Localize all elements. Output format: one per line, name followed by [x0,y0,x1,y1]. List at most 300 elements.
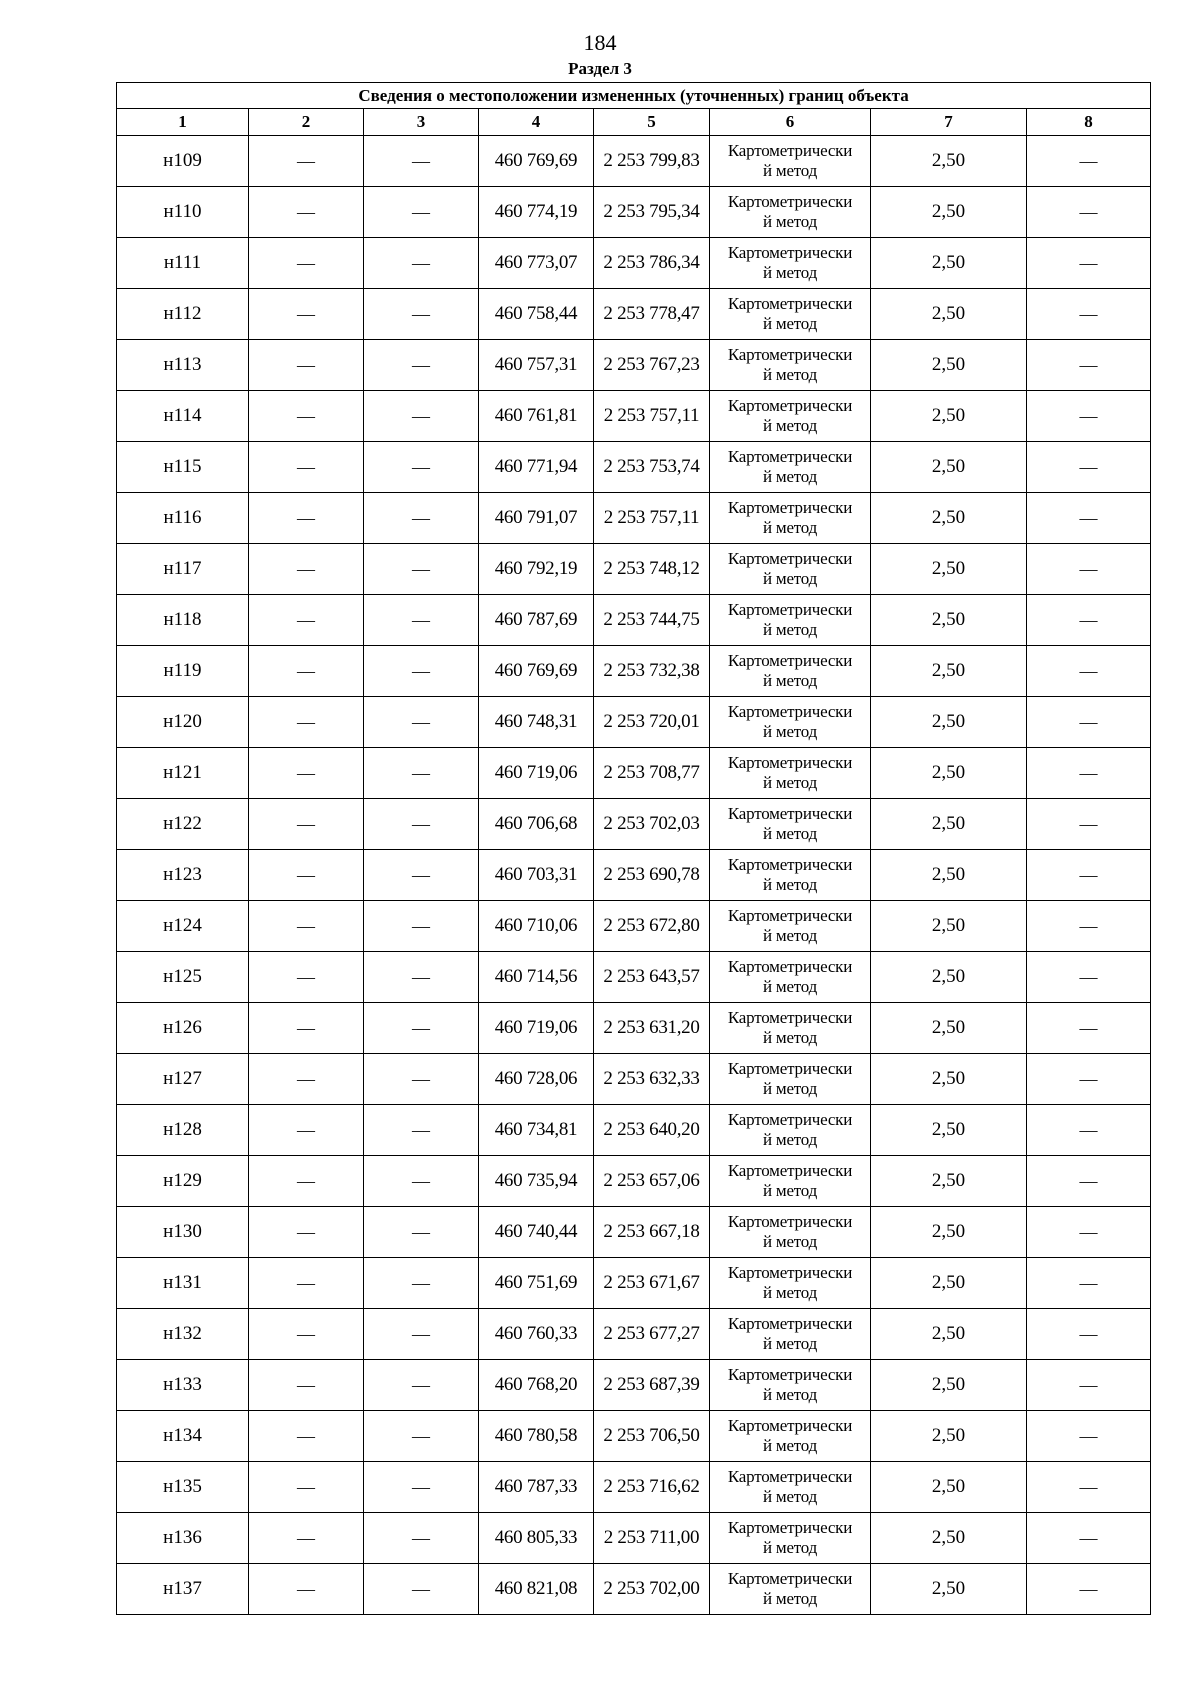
accuracy-cell: 2,50 [871,1003,1027,1054]
method-line-1: Картометрически [727,651,853,670]
column-3-cell: — [364,1105,479,1156]
column-2-cell: — [249,391,364,442]
method-line-2: й метод [762,1538,818,1557]
table-row [117,646,1151,697]
column-3-cell: — [364,697,479,748]
column-2-cell: — [249,544,364,595]
point-number-cell: н109 [117,136,249,187]
table-row [117,1207,1151,1258]
method-line-1: Картометрически [727,1059,853,1078]
x-coordinate-cell: 460 719,06 [479,748,594,799]
method-line-1: Картометрически [727,1212,853,1231]
column-3-cell: — [364,748,479,799]
accuracy-cell: 2,50 [871,697,1027,748]
column-2-cell: — [249,595,364,646]
column-2-cell: — [249,493,364,544]
method-line-1: Картометрически [727,1314,853,1333]
accuracy-cell: 2,50 [871,1309,1027,1360]
method-line-1: Картометрически [727,600,853,619]
column-8-cell: — [1027,1360,1151,1411]
column-8-cell: — [1027,1105,1151,1156]
method-cell [710,799,871,850]
column-8-cell: — [1027,493,1151,544]
y-coordinate-cell: 2 253 702,03 [594,799,710,850]
method-line-1: Картометрически [727,345,853,364]
column-number: 5 [594,109,710,136]
column-2-cell: — [249,1360,364,1411]
column-8-cell: — [1027,442,1151,493]
method-line-1: Картометрически [727,141,853,160]
column-8-cell: — [1027,952,1151,1003]
method-line-2: й метод [762,875,818,894]
method-cell [710,340,871,391]
column-number: 2 [249,109,364,136]
column-3-cell: — [364,289,479,340]
method-line-2: й метод [762,671,818,690]
method-line-2: й метод [762,161,818,180]
y-coordinate-cell: 2 253 643,57 [594,952,710,1003]
method-cell [710,1207,871,1258]
column-3-cell: — [364,1258,479,1309]
method-cell [710,646,871,697]
x-coordinate-cell: 460 751,69 [479,1258,594,1309]
method-line-2: й метод [762,416,818,435]
accuracy-cell: 2,50 [871,1207,1027,1258]
accuracy-cell: 2,50 [871,1156,1027,1207]
column-3-cell: — [364,1156,479,1207]
column-2-cell: — [249,1258,364,1309]
method-cell [710,493,871,544]
column-3-cell: — [364,595,479,646]
accuracy-cell: 2,50 [871,1105,1027,1156]
method-line-1: Картометрически [727,1416,853,1435]
accuracy-cell: 2,50 [871,1513,1027,1564]
column-2-cell: — [249,1309,364,1360]
table-row [117,391,1151,442]
y-coordinate-cell: 2 253 711,00 [594,1513,710,1564]
point-number-cell: н127 [117,1054,249,1105]
column-3-cell: — [364,901,479,952]
point-number-cell: н126 [117,1003,249,1054]
y-coordinate-cell: 2 253 677,27 [594,1309,710,1360]
point-number-cell: н131 [117,1258,249,1309]
method-line-1: Картометрически [727,1161,853,1180]
method-line-1: Картометрически [727,243,853,262]
column-3-cell: — [364,340,479,391]
accuracy-cell: 2,50 [871,442,1027,493]
point-number-cell: н121 [117,748,249,799]
method-line-2: й метод [762,518,818,537]
x-coordinate-cell: 460 761,81 [479,391,594,442]
method-line-1: Картометрически [727,549,853,568]
method-cell [710,901,871,952]
y-coordinate-cell: 2 253 672,80 [594,901,710,952]
column-number: 6 [710,109,871,136]
method-line-2: й метод [762,1487,818,1506]
column-2-cell: — [249,340,364,391]
accuracy-cell: 2,50 [871,493,1027,544]
y-coordinate-cell: 2 253 778,47 [594,289,710,340]
column-8-cell: — [1027,1207,1151,1258]
point-number-cell: н116 [117,493,249,544]
column-2-cell: — [249,1207,364,1258]
method-line-2: й метод [762,722,818,741]
point-number-cell: н123 [117,850,249,901]
column-3-cell: — [364,1054,479,1105]
method-line-2: й метод [762,1232,818,1251]
method-cell [710,1462,871,1513]
point-number-cell: н136 [117,1513,249,1564]
column-numbers-row [117,109,1151,136]
x-coordinate-cell: 460 773,07 [479,238,594,289]
x-coordinate-cell: 460 805,33 [479,1513,594,1564]
y-coordinate-cell: 2 253 799,83 [594,136,710,187]
y-coordinate-cell: 2 253 702,00 [594,1564,710,1615]
method-cell [710,850,871,901]
column-2-cell: — [249,136,364,187]
point-number-cell: н133 [117,1360,249,1411]
point-number-cell: н130 [117,1207,249,1258]
accuracy-cell: 2,50 [871,1360,1027,1411]
column-3-cell: — [364,1411,479,1462]
method-line-2: й метод [762,1589,818,1608]
x-coordinate-cell: 460 780,58 [479,1411,594,1462]
method-line-1: Картометрически [727,1518,853,1537]
point-number-cell: н135 [117,1462,249,1513]
column-2-cell: — [249,901,364,952]
y-coordinate-cell: 2 253 667,18 [594,1207,710,1258]
column-8-cell: — [1027,697,1151,748]
method-cell [710,1360,871,1411]
column-3-cell: — [364,799,479,850]
method-cell [710,1105,871,1156]
x-coordinate-cell: 460 787,33 [479,1462,594,1513]
point-number-cell: н111 [117,238,249,289]
point-number-cell: н122 [117,799,249,850]
method-line-1: Картометрически [727,447,853,466]
column-2-cell: — [249,1564,364,1615]
point-number-cell: н110 [117,187,249,238]
y-coordinate-cell: 2 253 631,20 [594,1003,710,1054]
method-line-1: Картометрически [727,1467,853,1486]
column-3-cell: — [364,391,479,442]
x-coordinate-cell: 460 821,08 [479,1564,594,1615]
method-line-2: й метод [762,212,818,231]
column-2-cell: — [249,187,364,238]
y-coordinate-cell: 2 253 687,39 [594,1360,710,1411]
x-coordinate-cell: 460 771,94 [479,442,594,493]
column-3-cell: — [364,1360,479,1411]
table-row [117,1156,1151,1207]
method-line-1: Картометрически [727,498,853,517]
column-2-cell: — [249,1156,364,1207]
table-row [117,1003,1151,1054]
x-coordinate-cell: 460 703,31 [479,850,594,901]
column-number: 3 [364,109,479,136]
column-3-cell: — [364,1564,479,1615]
x-coordinate-cell: 460 710,06 [479,901,594,952]
table-title: Сведения о местоположении измененных (уточненных) границ объекта [117,83,1151,109]
column-3-cell: — [364,493,479,544]
y-coordinate-cell: 2 253 657,06 [594,1156,710,1207]
column-2-cell: — [249,850,364,901]
column-3-cell: — [364,442,479,493]
column-3-cell: — [364,850,479,901]
method-line-2: й метод [762,1283,818,1302]
column-2-cell: — [249,442,364,493]
column-8-cell: — [1027,187,1151,238]
method-cell [710,391,871,442]
method-cell [710,1054,871,1105]
column-2-cell: — [249,799,364,850]
x-coordinate-cell: 460 706,68 [479,799,594,850]
method-cell [710,1258,871,1309]
method-cell [710,952,871,1003]
column-8-cell: — [1027,1054,1151,1105]
column-8-cell: — [1027,850,1151,901]
column-3-cell: — [364,238,479,289]
page-number: 184 [583,30,617,55]
point-number-cell: н112 [117,289,249,340]
x-coordinate-cell: 460 769,69 [479,646,594,697]
y-coordinate-cell: 2 253 795,34 [594,187,710,238]
table-row [117,952,1151,1003]
point-number-cell: н137 [117,1564,249,1615]
method-line-1: Картометрически [727,957,853,976]
x-coordinate-cell: 460 740,44 [479,1207,594,1258]
column-number: 4 [479,109,594,136]
table-row [117,1309,1151,1360]
x-coordinate-cell: 460 787,69 [479,595,594,646]
x-coordinate-cell: 460 760,33 [479,1309,594,1360]
table-row [117,697,1151,748]
method-line-2: й метод [762,365,818,384]
accuracy-cell: 2,50 [871,799,1027,850]
column-8-cell: — [1027,748,1151,799]
column-2-cell: — [249,952,364,1003]
method-line-2: й метод [762,1130,818,1149]
point-number-cell: н125 [117,952,249,1003]
column-8-cell: — [1027,544,1151,595]
table-row [117,1054,1151,1105]
column-3-cell: — [364,544,479,595]
method-line-1: Картометрически [727,702,853,721]
method-line-2: й метод [762,620,818,639]
point-number-cell: н120 [117,697,249,748]
method-line-2: й метод [762,1028,818,1047]
y-coordinate-cell: 2 253 671,67 [594,1258,710,1309]
column-8-cell: — [1027,1411,1151,1462]
table-row [117,1411,1151,1462]
column-8-cell: — [1027,340,1151,391]
y-coordinate-cell: 2 253 767,23 [594,340,710,391]
table-row [117,850,1151,901]
y-coordinate-cell: 2 253 748,12 [594,544,710,595]
method-line-2: й метод [762,263,818,282]
method-line-2: й метод [762,926,818,945]
table-row [117,799,1151,850]
accuracy-cell: 2,50 [871,646,1027,697]
point-number-cell: н134 [117,1411,249,1462]
method-cell [710,748,871,799]
column-8-cell: — [1027,289,1151,340]
table-row [117,340,1151,391]
point-number-cell: н124 [117,901,249,952]
column-8-cell: — [1027,136,1151,187]
method-line-2: й метод [762,773,818,792]
method-line-1: Картометрически [727,855,853,874]
method-cell [710,1411,871,1462]
method-cell [710,136,871,187]
method-cell [710,1513,871,1564]
table-row [117,1360,1151,1411]
accuracy-cell: 2,50 [871,1564,1027,1615]
method-line-2: й метод [762,314,818,333]
method-cell [710,442,871,493]
column-3-cell: — [364,646,479,697]
table-row [117,493,1151,544]
y-coordinate-cell: 2 253 757,11 [594,391,710,442]
point-number-cell: н129 [117,1156,249,1207]
accuracy-cell: 2,50 [871,901,1027,952]
y-coordinate-cell: 2 253 632,33 [594,1054,710,1105]
method-line-1: Картометрически [727,906,853,925]
column-2-cell: — [249,238,364,289]
table-row [117,595,1151,646]
column-3-cell: — [364,1462,479,1513]
method-line-1: Картометрически [727,294,853,313]
column-number: 8 [1027,109,1151,136]
accuracy-cell: 2,50 [871,1258,1027,1309]
accuracy-cell: 2,50 [871,952,1027,1003]
x-coordinate-cell: 460 774,19 [479,187,594,238]
method-line-1: Картометрически [727,753,853,772]
x-coordinate-cell: 460 757,31 [479,340,594,391]
column-8-cell: — [1027,1462,1151,1513]
method-line-1: Картометрически [727,192,853,211]
accuracy-cell: 2,50 [871,850,1027,901]
column-3-cell: — [364,187,479,238]
x-coordinate-cell: 460 769,69 [479,136,594,187]
y-coordinate-cell: 2 253 640,20 [594,1105,710,1156]
column-2-cell: — [249,697,364,748]
method-cell [710,1156,871,1207]
accuracy-cell: 2,50 [871,1054,1027,1105]
method-cell [710,1003,871,1054]
x-coordinate-cell: 460 719,06 [479,1003,594,1054]
method-cell [710,238,871,289]
column-2-cell: — [249,748,364,799]
method-cell [710,289,871,340]
column-8-cell: — [1027,1564,1151,1615]
accuracy-cell: 2,50 [871,136,1027,187]
point-number-cell: н132 [117,1309,249,1360]
method-line-2: й метод [762,977,818,996]
table-row [117,1513,1151,1564]
x-coordinate-cell: 460 734,81 [479,1105,594,1156]
y-coordinate-cell: 2 253 732,38 [594,646,710,697]
x-coordinate-cell: 460 758,44 [479,289,594,340]
method-line-1: Картометрически [727,1110,853,1129]
method-line-2: й метод [762,1436,818,1455]
table-row [117,442,1151,493]
accuracy-cell: 2,50 [871,340,1027,391]
column-3-cell: — [364,1003,479,1054]
table-body [117,136,1151,1615]
method-line-1: Картометрически [727,396,853,415]
column-8-cell: — [1027,1258,1151,1309]
column-8-cell: — [1027,1309,1151,1360]
column-8-cell: — [1027,646,1151,697]
y-coordinate-cell: 2 253 753,74 [594,442,710,493]
column-3-cell: — [364,1309,479,1360]
y-coordinate-cell: 2 253 786,34 [594,238,710,289]
column-2-cell: — [249,1003,364,1054]
column-3-cell: — [364,136,479,187]
column-8-cell: — [1027,1513,1151,1564]
table-row [117,238,1151,289]
column-number: 7 [871,109,1027,136]
point-number-cell: н115 [117,442,249,493]
accuracy-cell: 2,50 [871,1462,1027,1513]
point-number-cell: н128 [117,1105,249,1156]
section-title: Раздел 3 [568,59,632,78]
coordinates-table [116,82,1151,1615]
table-row [117,1564,1151,1615]
accuracy-cell: 2,50 [871,595,1027,646]
method-line-2: й метод [762,1079,818,1098]
column-2-cell: — [249,1105,364,1156]
column-3-cell: — [364,952,479,1003]
column-3-cell: — [364,1207,479,1258]
point-number-cell: н118 [117,595,249,646]
method-line-1: Картометрически [727,1569,853,1588]
method-cell [710,1564,871,1615]
method-cell [710,595,871,646]
method-line-2: й метод [762,1385,818,1404]
column-8-cell: — [1027,799,1151,850]
y-coordinate-cell: 2 253 720,01 [594,697,710,748]
column-8-cell: — [1027,595,1151,646]
y-coordinate-cell: 2 253 690,78 [594,850,710,901]
column-8-cell: — [1027,238,1151,289]
column-3-cell: — [364,1513,479,1564]
column-2-cell: — [249,646,364,697]
x-coordinate-cell: 460 748,31 [479,697,594,748]
column-2-cell: — [249,1462,364,1513]
method-cell [710,1309,871,1360]
table-row [117,1105,1151,1156]
table-row [117,289,1151,340]
accuracy-cell: 2,50 [871,544,1027,595]
column-2-cell: — [249,1411,364,1462]
table-row [117,748,1151,799]
accuracy-cell: 2,50 [871,187,1027,238]
point-number-cell: н113 [117,340,249,391]
table-row [117,136,1151,187]
column-2-cell: — [249,1054,364,1105]
y-coordinate-cell: 2 253 744,75 [594,595,710,646]
method-line-1: Картометрически [727,1365,853,1384]
x-coordinate-cell: 460 728,06 [479,1054,594,1105]
y-coordinate-cell: 2 253 716,62 [594,1462,710,1513]
table-row [117,544,1151,595]
method-line-2: й метод [762,824,818,843]
x-coordinate-cell: 460 768,20 [479,1360,594,1411]
point-number-cell: н119 [117,646,249,697]
table-row [117,1258,1151,1309]
point-number-cell: н114 [117,391,249,442]
